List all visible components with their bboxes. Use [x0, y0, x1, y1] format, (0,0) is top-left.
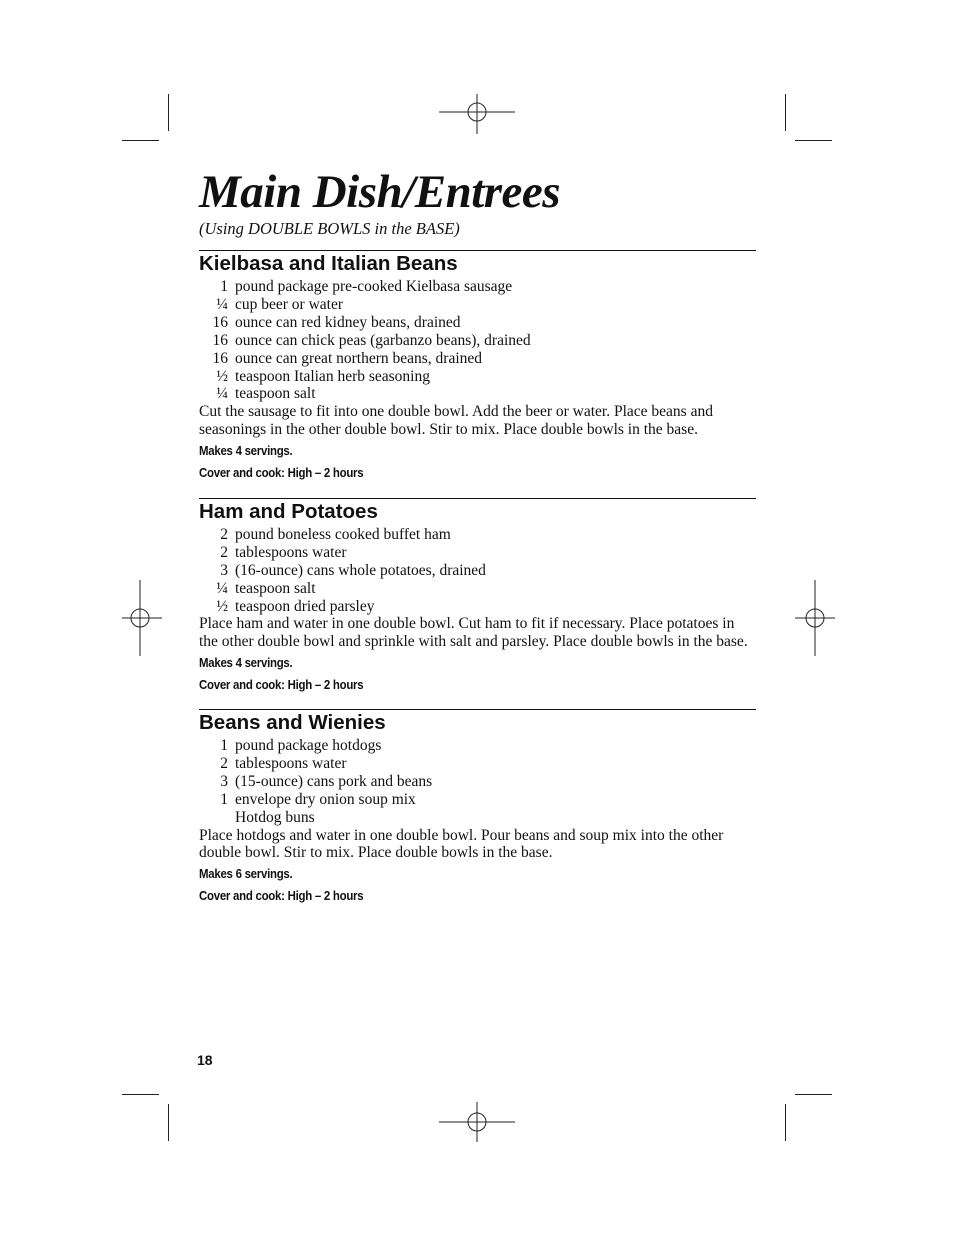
ingredient-desc: pound package hotdogs [235, 737, 382, 755]
registration-mark-left-icon [122, 580, 162, 656]
ingredient-row [199, 332, 756, 350]
crop-mark-top-left-horizontal [122, 140, 159, 141]
recipe-directions: Cut the sausage to fit into one double bowl. Add the beer or water. Place beans and seasonings in the other double bowl. Stir to mix. Place double bowls in the base. [199, 403, 713, 438]
ingredient-qty [199, 809, 228, 827]
ingredient-qty: ¼ [216, 295, 228, 313]
ingredient-row [199, 278, 756, 296]
registration-mark-bottom-icon [439, 1102, 515, 1142]
crop-mark-top-left-vertical [168, 94, 169, 131]
ingredient-desc: ounce can great northern beans, drained [235, 349, 483, 367]
ingredient-desc: tablespoons water [235, 754, 347, 772]
registration-mark-top-icon [439, 94, 515, 134]
ingredient-list [199, 526, 756, 616]
ingredient-desc: Hotdog buns [235, 808, 315, 826]
ingredient-row [199, 526, 756, 544]
page-subtitle: (Using DOUBLE BOWLS in the BASE) [199, 219, 460, 238]
ingredient-qty: 2 [220, 525, 228, 543]
crop-mark-bottom-right-horizontal [795, 1094, 832, 1095]
ingredient-row [199, 737, 756, 755]
ingredient-row [199, 755, 756, 773]
ingredient-desc: ounce can chick peas (garbanzo beans), drained [235, 331, 531, 349]
ingredient-desc: (15-ounce) cans pork and beans [235, 772, 433, 790]
ingredient-desc: envelope dry onion soup mix [235, 790, 416, 808]
crop-mark-bottom-right-vertical [785, 1104, 786, 1141]
recipe-beans-and-wienies [199, 709, 756, 903]
ingredient-desc: ounce can red kidney beans, drained [235, 313, 461, 331]
ingredient-row [199, 350, 756, 368]
ingredient-row [199, 598, 756, 616]
ingredient-desc: teaspoon Italian herb seasoning [235, 367, 430, 385]
recipe-servings: Makes 4 servings. [199, 655, 293, 671]
recipe-title: Ham and Potatoes [199, 499, 378, 523]
page-number: 18 [197, 1052, 213, 1068]
recipe-servings: Makes 4 servings. [199, 442, 293, 458]
ingredient-row [199, 385, 756, 403]
ingredient-qty: 2 [220, 543, 228, 561]
ingredient-qty: 3 [220, 561, 228, 579]
ingredient-desc: teaspoon salt [235, 579, 316, 597]
ingredient-desc: pound boneless cooked buffet ham [235, 525, 451, 543]
ingredient-list [199, 737, 756, 827]
ingredient-qty: 2 [220, 754, 228, 772]
ingredient-row [199, 773, 756, 791]
ingredient-qty: 1 [220, 278, 228, 295]
ingredient-desc: pound package pre-cooked Kielbasa sausage [235, 278, 513, 295]
recipe-cook-time: Cover and cook: High – 2 hours [199, 464, 364, 480]
ingredient-desc: teaspoon salt [235, 385, 316, 403]
ingredient-qty: ¼ [216, 579, 228, 597]
recipe-directions: Place ham and water in one double bowl. Cut ham to fit if necessary. Place potatoes in the other double bowl and sprinkle with salt and parsley. Place double bowls in the base. [199, 615, 748, 650]
ingredient-qty: 16 [212, 349, 228, 367]
ingredient-list [199, 278, 756, 403]
ingredient-desc: tablespoons water [235, 543, 347, 561]
ingredient-qty: ½ [216, 367, 228, 385]
ingredient-desc: (16-ounce) cans whole potatoes, drained [235, 561, 486, 579]
ingredient-qty: 16 [212, 313, 228, 331]
crop-mark-bottom-left-horizontal [122, 1094, 159, 1095]
recipe-cook-time: Cover and cook: High – 2 hours [199, 677, 364, 693]
page-title: Main Dish/Entrees [199, 166, 561, 218]
ingredient-qty: 3 [220, 772, 228, 790]
ingredient-qty: 16 [212, 331, 228, 349]
ingredient-qty: ½ [216, 597, 228, 615]
recipe-servings: Makes 6 servings. [199, 866, 293, 882]
ingredient-desc: cup beer or water [235, 295, 344, 313]
ingredient-row [199, 791, 756, 809]
recipe-title: Beans and Wienies [199, 711, 386, 735]
recipe-directions: Place hotdogs and water in one double bowl. Pour beans and soup mix into the other double bowl. Stir to mix. Place double bowls in the base. [199, 826, 724, 861]
ingredient-qty: 1 [220, 737, 228, 755]
ingredient-qty: 1 [220, 790, 228, 808]
crop-mark-bottom-left-vertical [168, 1104, 169, 1141]
ingredient-row [199, 296, 756, 314]
ingredient-row [199, 562, 756, 580]
registration-mark-right-icon [795, 580, 835, 656]
ingredient-qty: ¼ [216, 385, 228, 403]
ingredient-row [199, 544, 756, 562]
recipe-ham-and-potatoes [199, 498, 756, 692]
recipe-title: Kielbasa and Italian Beans [199, 252, 458, 275]
ingredient-row [199, 580, 756, 598]
page-content [199, 166, 756, 903]
crop-mark-top-right-vertical [785, 94, 786, 131]
ingredient-row [199, 368, 756, 386]
ingredient-desc: teaspoon dried parsley [235, 597, 375, 615]
crop-mark-top-right-horizontal [795, 140, 832, 141]
recipe-cook-time: Cover and cook: High – 2 hours [199, 888, 364, 904]
ingredient-row [199, 314, 756, 332]
recipe-kielbasa-and-italian-beans [199, 250, 756, 480]
ingredient-row [199, 809, 756, 827]
